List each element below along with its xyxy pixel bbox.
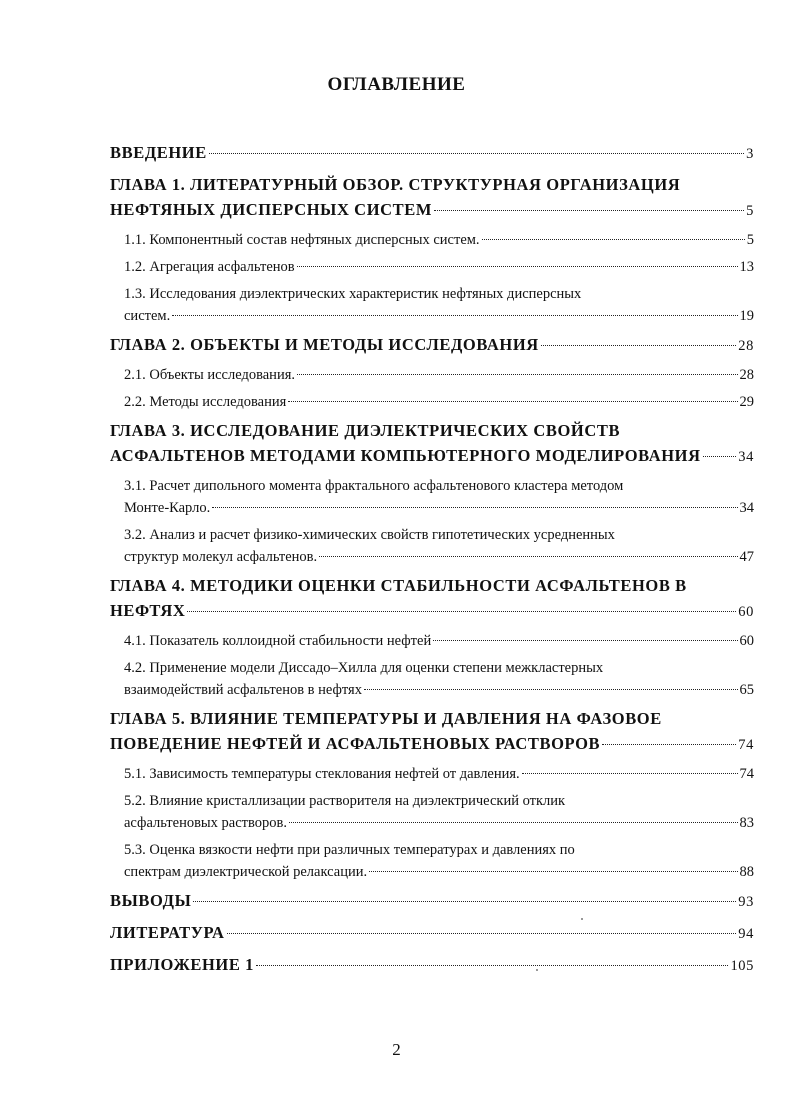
toc-entry-title: Монте-Карло. [124,500,211,516]
toc-section-entry[interactable] [110,657,754,701]
toc-page-number: 60 [739,633,754,649]
toc-page-number: 93 [738,894,754,910]
toc-chapter-entry[interactable] [110,706,754,758]
toc-entry-title-line: ГЛАВА 3. ИССЛЕДОВАНИЕ ДИЭЛЕКТРИЧЕСКИХ СВОЙСТВ [110,421,621,440]
dot-leader [209,153,744,154]
toc-entry-title: 2.2. Методы исследования [124,394,287,410]
dot-leader [433,640,737,641]
table-of-contents [110,140,754,984]
toc-entry-title: взаимодействий асфальтенов в нефтях [124,682,362,698]
toc-entry-title-line: 5.2. Влияние кристаллизации растворителя на диэлектрический отклик [124,793,566,809]
toc-page-number: 105 [730,958,754,974]
toc-page-number: 19 [739,308,754,324]
toc-entry-title: спектрам диэлектрической релаксации. [124,864,368,880]
toc-page-number: 3 [746,146,754,162]
toc-entry-title-line: 4.2. Применение модели Диссадо–Хилла для оценки степени межкластерных [124,660,604,676]
toc-entry-title: ПОВЕДЕНИЕ НЕФТЕЙ И АСФАЛЬТЕНОВЫХ РАСТВОРОВ [110,734,601,753]
page-title: ОГЛАВЛЕНИЕ [327,74,466,95]
toc-page-number: 60 [738,604,754,620]
toc-chapter-entry[interactable] [110,573,754,625]
toc-page-number: 5 [746,232,754,248]
dot-leader [319,556,737,557]
toc-entry-title: АСФАЛЬТЕНОВ МЕТОДАМИ КОМПЬЮТЕРНОГО МОДЕЛИРОВАНИЯ [110,446,701,465]
toc-section-entry[interactable] [110,763,754,785]
toc-page-number: 74 [739,766,754,782]
toc-section-entry[interactable] [110,839,754,883]
toc-chapter-entry[interactable] [110,332,754,359]
dot-leader [364,689,738,690]
toc-page-number: 34 [739,500,754,516]
toc-section-entry[interactable] [110,790,754,834]
toc-page-number: 5 [746,203,754,219]
dot-leader [172,315,737,316]
toc-entry-title: НЕФТЯХ [110,601,186,620]
toc-entry-title: ГЛАВА 2. ОБЪЕКТЫ И МЕТОДЫ ИССЛЕДОВАНИЯ [110,335,539,354]
dot-leader [297,266,738,267]
dot-leader [434,210,744,211]
toc-entry-title-line: ГЛАВА 5. ВЛИЯНИЕ ТЕМПЕРАТУРЫ И ДАВЛЕНИЯ НА ФАЗОВОЕ [110,709,662,728]
toc-entry-title: ВВЕДЕНИЕ [110,143,207,162]
toc-page-number: 65 [739,682,754,698]
toc-page-number: 88 [739,864,754,880]
dot-leader [482,239,745,240]
page-number: 2 [392,1040,401,1059]
toc-entry-title: асфальтеновых растворов. [124,815,287,831]
toc-page-number: 28 [739,367,754,383]
dot-leader [369,871,737,872]
toc-entry-title-line: 3.2. Анализ и расчет физико-химических свойств гипотетических усредненных [124,527,615,543]
dot-leader [297,374,738,375]
toc-entry-title: систем. [124,308,171,324]
toc-section-entry[interactable] [110,524,754,568]
toc-entry-title-line: 5.3. Оценка вязкости нефти при различных температурах и давлениях по [124,842,575,858]
toc-chapter-entry[interactable] [110,952,754,979]
toc-entry-title: ЛИТЕРАТУРА [110,923,225,942]
dot-leader [522,773,738,774]
dot-leader [212,507,737,508]
toc-entry-title: 2.1. Объекты исследования. [124,367,295,383]
dot-leader [541,345,737,346]
dot-leader [193,901,736,902]
toc-entry-title-line: ГЛАВА 4. МЕТОДИКИ ОЦЕНКИ СТАБИЛЬНОСТИ АСФАЛЬТЕНОВ В [110,576,687,595]
toc-entry-title: ВЫВОДЫ [110,891,192,910]
toc-section-entry[interactable] [110,256,754,278]
scan-speck [536,969,538,971]
toc-page-number: 28 [738,338,754,354]
toc-entry-title: 4.1. Показатель коллоидной стабильности нефтей [124,633,432,649]
toc-section-entry[interactable] [110,630,754,652]
dot-leader [256,965,728,966]
toc-page-number: 13 [739,259,754,275]
toc-page-number: 94 [738,926,754,942]
toc-page-number: 83 [739,815,754,831]
toc-chapter-entry[interactable] [110,920,754,947]
toc-entry-title: структур молекул асфальтенов. [124,549,318,565]
toc-section-entry[interactable] [110,364,754,386]
toc-chapter-entry[interactable] [110,140,754,167]
toc-section-entry[interactable] [110,229,754,251]
toc-section-entry[interactable] [110,391,754,413]
toc-entry-title-line: ГЛАВА 1. ЛИТЕРАТУРНЫЙ ОБЗОР. СТРУКТУРНАЯ ОРГАНИЗАЦИЯ [110,175,681,194]
dot-leader [227,933,737,934]
toc-page-number: 74 [738,737,754,753]
toc-chapter-entry[interactable] [110,888,754,915]
dot-leader [288,401,737,402]
toc-page-number: 34 [738,449,754,465]
toc-entry-title: 1.2. Агрегация асфальтенов [124,259,295,275]
dot-leader [289,822,738,823]
toc-page-number: 47 [739,549,754,565]
toc-page-number: 29 [739,394,754,410]
toc-chapter-entry[interactable] [110,418,754,470]
toc-entry-title-line: 1.3. Исследования диэлектрических характеристик нефтяных дисперсных [124,286,582,302]
toc-section-entry[interactable] [110,283,754,327]
dot-leader [602,744,736,745]
toc-entry-title: 1.1. Компонентный состав нефтяных дисперсных систем. [124,232,480,248]
toc-chapter-entry[interactable] [110,172,754,224]
toc-section-entry[interactable] [110,475,754,519]
scan-speck [581,918,583,920]
toc-entry-title: НЕФТЯНЫХ ДИСПЕРСНЫХ СИСТЕМ [110,200,433,219]
dot-leader [703,456,737,457]
dot-leader [187,611,736,612]
toc-entry-title: 5.1. Зависимость температуры стеклования нефтей от давления. [124,766,520,782]
toc-entry-title-line: 3.1. Расчет дипольного момента фрактального асфальтенового кластера методом [124,478,624,494]
toc-entry-title: ПРИЛОЖЕНИЕ 1 [110,955,255,974]
